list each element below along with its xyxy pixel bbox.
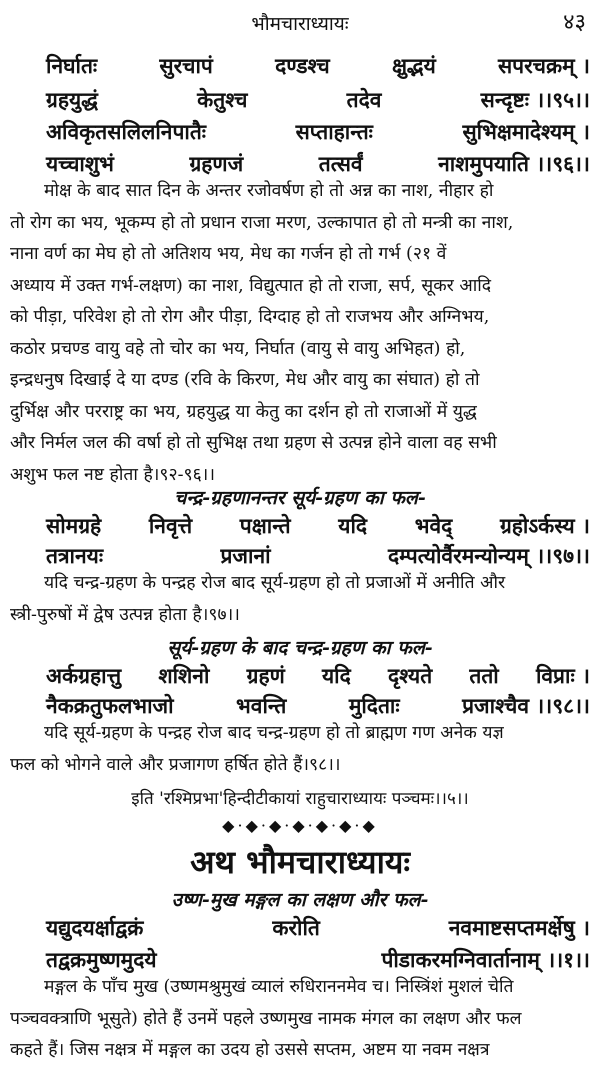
prose-line: इन्द्रधनुष दिखाई दे या दण्ड (रवि के किरण, मेध और वायु का संघात) हो तो (10, 370, 480, 390)
verse-line (46, 692, 590, 720)
verse-line (46, 662, 590, 690)
verse-line (46, 946, 590, 974)
prose-line: और निर्मल जल की वर्षा हो तो सुभिक्ष तथा ग्रहण से उत्पन्न होने वाला वह सभी (10, 433, 497, 453)
verse-line (46, 52, 590, 80)
section-subheading: उष्ण-मुख मङ्गल का लक्षण और फल- (171, 889, 429, 911)
prose-line: फल को भोगने वाले और प्रजागण हर्षित होते हैं।९८।। (10, 754, 341, 775)
verse-word: यच्चाशुभं (46, 151, 114, 176)
prose-line: पञ्चवक्त्राणि भूसुते) होते हैं उनमें पहले उष्णमुख नामक मंगल का लक्षण और फल (10, 1008, 522, 1029)
verse-word: सन्दृष्टः ।।९५।। (480, 87, 590, 112)
prose-line: अशुभ फल नष्ट होता है।९२-९६।। (10, 464, 215, 485)
verse-word: सुभिक्षमादेश्यम् । (462, 119, 590, 144)
prose-line: यदि चन्द्र-ग्रहण के पन्द्रह रोज बाद सूर्य-ग्रहण हो तो प्रजाओं में अनीति और (44, 573, 506, 593)
verse-word: मुदिताः (348, 693, 400, 718)
verse-line (46, 150, 590, 178)
running-title: भौमचाराध्यायः (251, 13, 349, 35)
verse-word: पीडाकरमग्निवार्तानाम् ।।१।। (381, 947, 590, 972)
verse-word: ग्रहणजं (189, 151, 244, 176)
prose-line: मोक्ष के बाद सात दिन के अन्तर रजोवर्षण हो तो अन्न का नाश, नीहार हो (44, 181, 494, 201)
prose-line: दुर्भिक्ष और परराष्ट्र का भय, ग्रहयुद्ध या केतु का दर्शन हो तो राजाओं में युद्ध (10, 401, 477, 422)
section-subheading: सूर्य-ग्रहण के बाद चन्द्र-ग्रहण का फल- (167, 637, 433, 659)
verse-word: अर्कग्रहात्तु (46, 663, 122, 688)
running-header (0, 4, 600, 44)
prose-line: कहते हैं। जिस नक्षत्र में मङ्गल का उदय हो उससे सप्तम, अष्टम या नवम नक्षत्र (10, 1040, 490, 1060)
commentary-paragraph (10, 176, 592, 491)
verse-word: सपरचक्रम् । (497, 53, 590, 78)
verse-word: तदेव (346, 87, 382, 112)
verse-word: नाशमुपयाति ।।९६।। (438, 151, 590, 176)
verse-word: प्रजाश्चैव ।।९८।। (462, 693, 590, 718)
verse-line (46, 118, 590, 146)
verse-word: नवमाष्टसप्तमर्क्षेषु । (448, 915, 590, 940)
commentary-paragraph (10, 568, 592, 631)
prose-line: कठोर प्रचण्ड वायु वहे तो चोर का भय, निर्घात (वायु से वायु अभिहत) हो, (10, 338, 466, 359)
chapter-colophon: इति 'रश्मिप्रभा'हिन्दीटीकायां राहुचाराध्यायः पञ्चमः।।५।। (131, 789, 469, 809)
verse-word: दण्डश्च (275, 53, 330, 78)
verse-word: दम्पत्योर्वैरमन्योन्यम् ।।९७।। (387, 543, 590, 568)
verse-line (46, 542, 590, 570)
verse-word: अविकृतसलिलनिपातैः (46, 119, 207, 144)
verse-word: ग्रहयुद्धं (46, 87, 98, 112)
verse-word: तत्रानयः (46, 543, 104, 568)
verse-word: सप्ताहान्तः (295, 119, 373, 144)
ornament-divider: ◆·◆·◆·◆·◆·◆·◆ (222, 816, 378, 835)
verse-word: दृश्यते (387, 663, 433, 688)
verse-word: करोति (272, 915, 320, 940)
chapter-title: अथ भौमचाराध्यायः (190, 843, 410, 881)
verse-word: विप्राः । (535, 663, 590, 688)
verse-word: भवन्ति (236, 693, 287, 718)
verse-word: क्षुद्भयं (391, 53, 436, 78)
verse-word: केतुश्च (197, 87, 248, 112)
verse-line (46, 914, 590, 942)
verse-word: यदि (321, 663, 351, 688)
verse-line (46, 86, 590, 114)
prose-line: मङ्गल के पाँच मुख (उष्णमश्रुमुखं व्यालं रुधिराननमेव च। निस्त्रिंशं मुशलं चेति (44, 977, 514, 997)
verse-word: भवेद् (414, 513, 453, 538)
prose-line: तो रोग का भय, भूकम्प हो तो प्रधान राजा मरण, उल्कापात हो तो मन्त्री का नाश, (10, 212, 514, 233)
verse-word: ग्रहणं (246, 663, 285, 688)
verse-word: निर्घातः (46, 53, 98, 78)
commentary-paragraph (10, 972, 592, 1067)
page-number: ४३ (563, 10, 586, 35)
prose-line: नाना वर्ण का मेघ हो तो अतिशय भय, मेध का गर्जन हो तो गर्भ (२१ वें (10, 244, 447, 264)
verse-word: यद्युदयर्क्षाद्वक्रं (46, 915, 144, 940)
verse-line (46, 512, 590, 540)
verse-word: प्रजानां (220, 543, 271, 568)
prose-line: को पीड़ा, परिवेश हो तो रोग और पीड़ा, दिग्दाह हो तो राजभय और अग्निभय, (10, 307, 490, 327)
verse-word: पक्षान्ते (239, 513, 291, 538)
prose-line: अध्याय में उक्त गर्भ-लक्षण) का नाश, विद्युत्पात हो तो राजा, सर्प, सूकर आदि (10, 275, 492, 296)
prose-line: यदि सूर्य-ग्रहण के पन्द्रह रोज बाद चन्द्र-ग्रहण हो तो ब्राह्मण गण अनेक यज्ञ (44, 723, 504, 743)
verse-word: निवृत्ते (148, 513, 193, 538)
verse-word: सुरचापं (159, 53, 213, 78)
verse-word: ग्रहोऽर्कस्य । (499, 513, 590, 538)
commentary-paragraph (10, 718, 592, 781)
verse-word: नैकक्रतुफलभाजो (46, 693, 174, 718)
section-subheading: चन्द्र-ग्रहणानन्तर सूर्य-ग्रहण का फल- (174, 487, 426, 509)
verse-word: तत्सर्वं (318, 151, 363, 176)
verse-word: यदि (338, 513, 368, 538)
verse-word: तद्वक्रमुष्णमुदये (46, 947, 157, 972)
verse-word: शशिनो (158, 663, 210, 688)
verse-word: सोमग्रहे (46, 513, 102, 538)
verse-word: ततो (469, 663, 499, 688)
prose-line: स्त्री-पुरुषों में द्वेष उत्पन्न होता है।९७।। (10, 604, 240, 625)
